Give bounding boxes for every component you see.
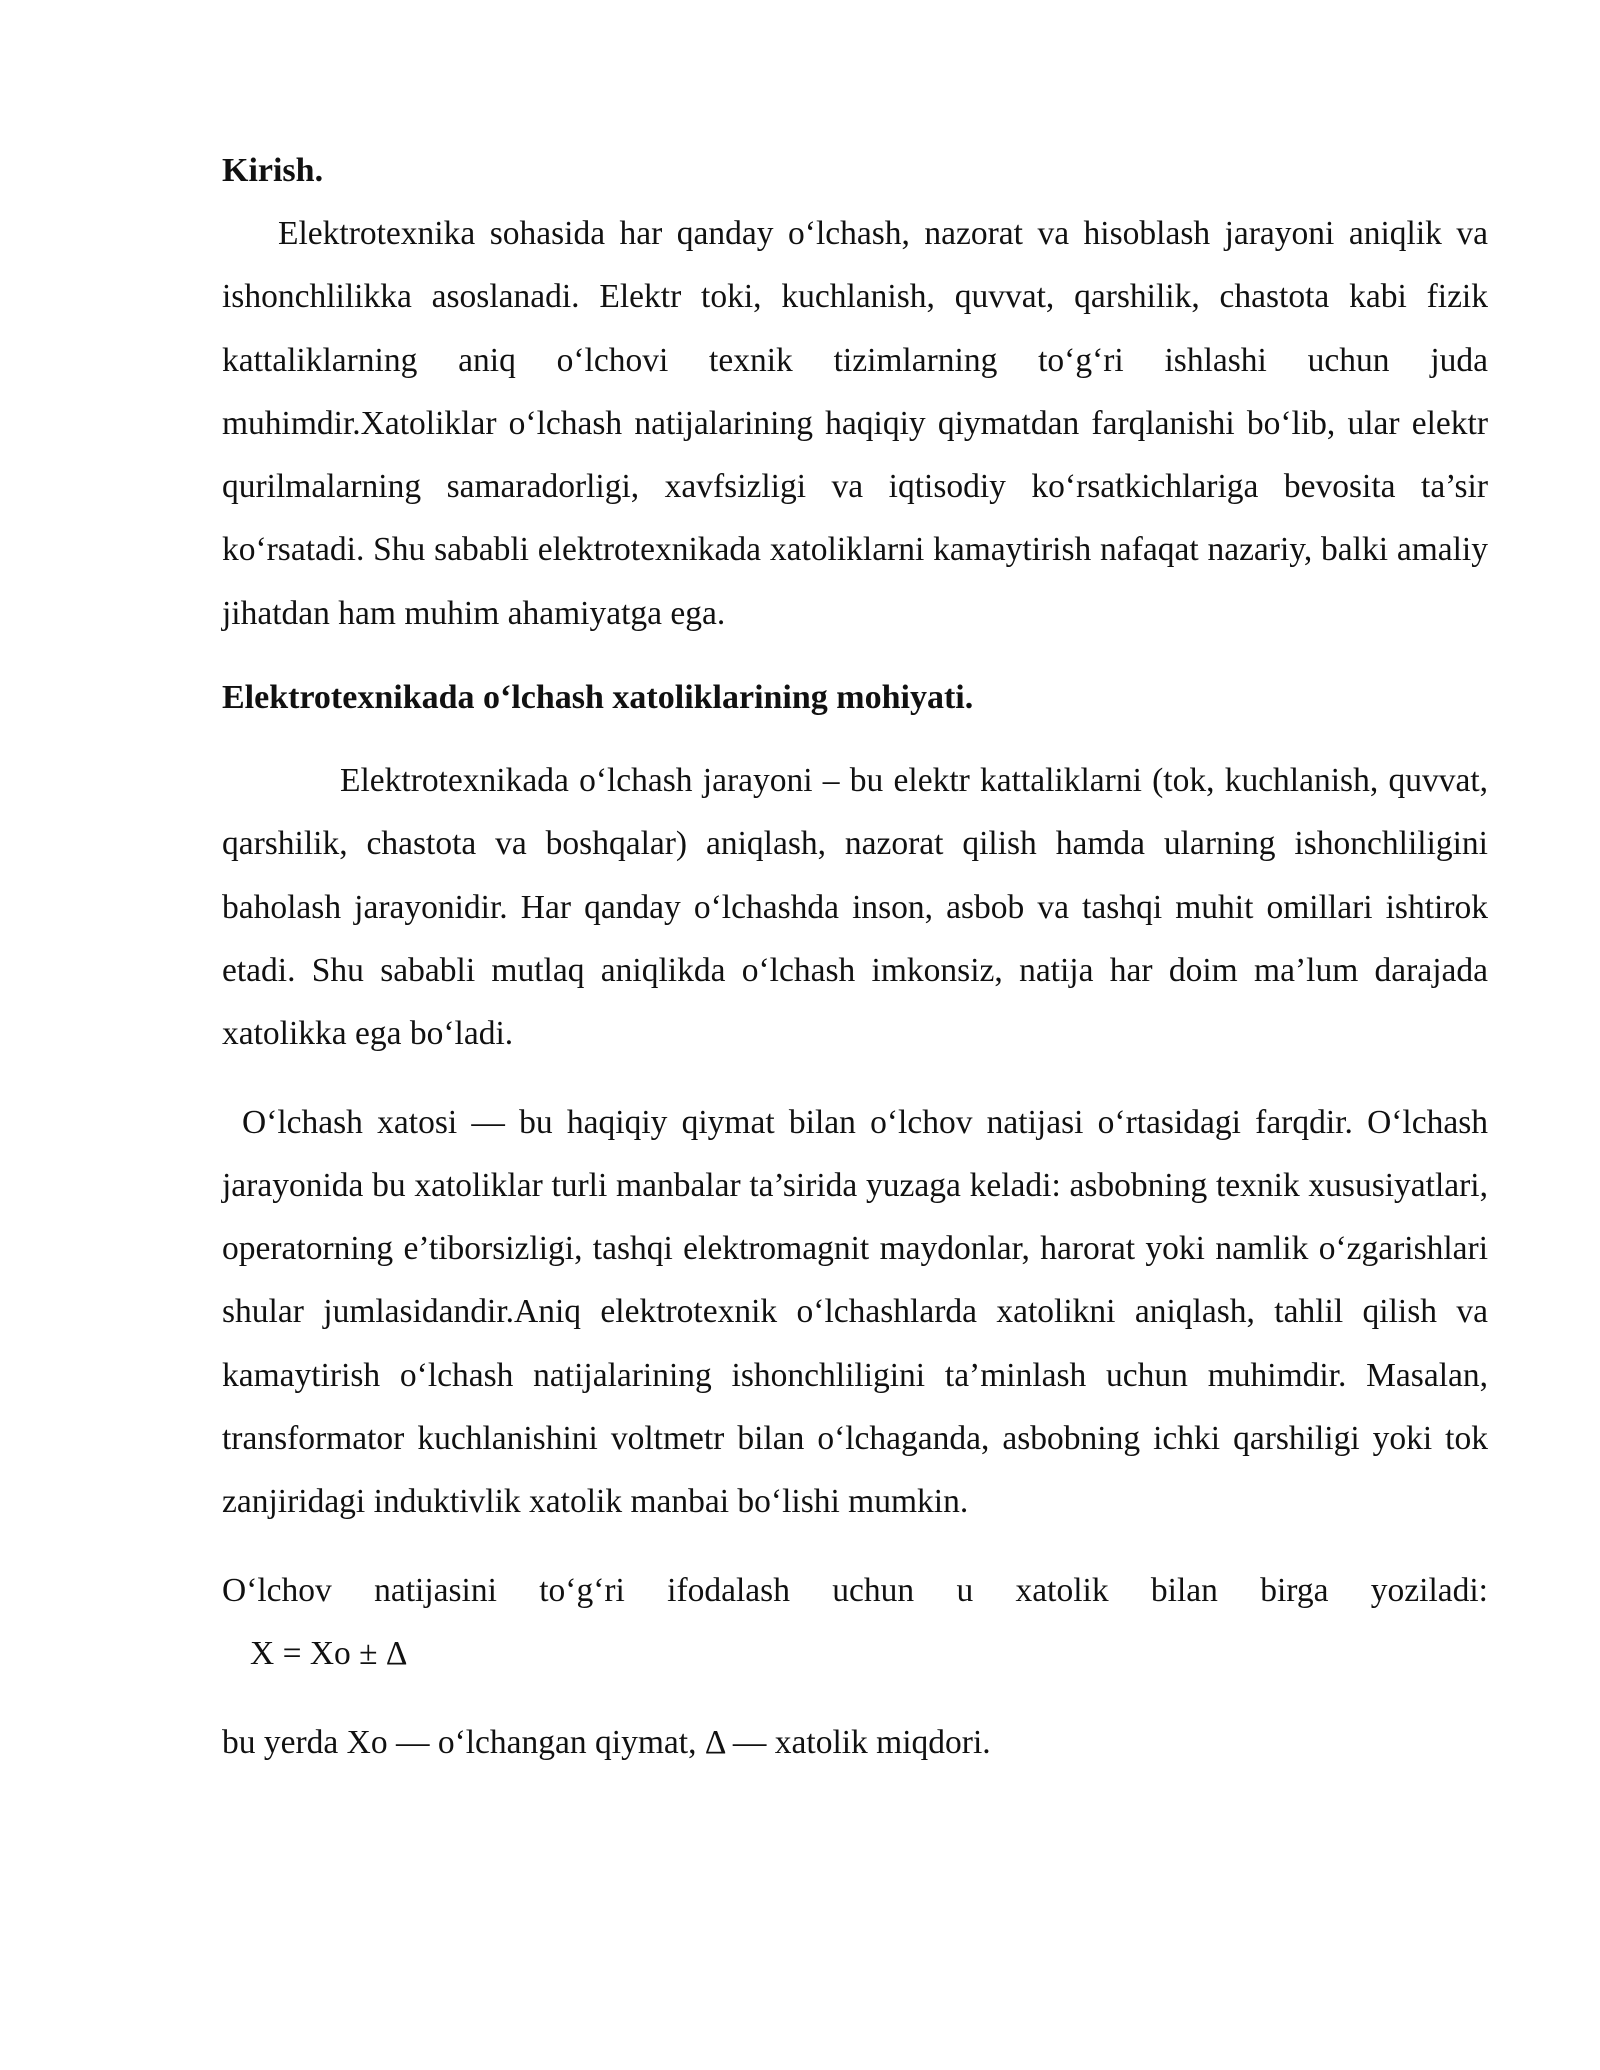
spacer — [222, 1685, 1488, 1711]
section-heading: Elektrotexnikada o‘lchash xatoliklarining mohiyati. — [222, 679, 974, 717]
intro-heading: Kirish. — [222, 152, 324, 189]
spacer — [222, 1534, 1488, 1559]
formula-intro: O‘lchov natijasini to‘g‘ri ifodalash uchun u xatolik bilan birga yoziladi: — [222, 1571, 1488, 1609]
intro-paragraph: Elektrotexnika sohasida har qanday o‘lchash, nazorat va hisoblash jarayoni aniqlik va ishonchlilikka asoslanadi. Elektr toki, kuchlanish, quvvat, qarshilik, chastota kabi fizik kattaliklarning aniq o‘lchovi texnik tizimlarning to‘g‘ri ishlashi uchun juda muhimdir.Xatoliklar o‘lchash natijalarining haqiqiy qiymatdan farqlanishi bo‘lib, ular elektr qurilmalarning samaradorligi, xavfsizligi va iqtisodiy ko‘rsatkichlariga bevosita ta’sir ko‘rsatadi. Shu sababli elektrotexnikada xatoliklarni kamaytirish nafaqat nazariy, balki amaliy jihatdan ham muhim ahamiyatga ega. — [222, 215, 1488, 632]
spacer — [222, 729, 1488, 749]
spacer — [222, 1066, 1488, 1091]
body-paragraph-1: Elektrotexnikada o‘lchash jarayoni – bu elektr kattaliklarni (tok, kuchlanish, quvvat, qarshilik, chastota va boshqalar) aniqlash, nazorat qilish hamda ularning ishonchliligini baholash jarayonidir. Har qanday o‘lchashda inson, asbob va tashqi muhit omillari ishtirok etadi. Shu sababli mutlaq aniqlikda o‘lchash imkonsiz, natija har doim ma’lum darajada xatolikka ega bo‘ladi. — [222, 762, 1488, 1053]
formula-explanation: bu yerda Xo — o‘lchangan qiymat, Δ — xatolik miqdori. — [222, 1724, 991, 1762]
formula: X = Xo ± Δ — [250, 1634, 408, 1672]
body-paragraph-2: O‘lchash xatosi — bu haqiqiy qiymat bilan o‘lchov natijasi o‘rtasidagi farqdir. O‘lchash jarayonida bu xatoliklar turli manbalar ta’sirida yuzaga keladi: asbobning texnik xususiyatlari, operatorning e’tiborsizligi, tashqi elektromagnit maydonlar, harorat yoki namlik o‘zgarishlari shular jumlasidandir.Aniq elektrotexnik o‘lchashlarda xatolikni aniqlash, tahlil qilish va kamaytirish o‘lchash natijalarining ishonchliligini ta’minlash uchun muhimdir. Masalan, transformator kuchlanishini voltmetr bilan o‘lchaganda, asbobning ichki qarshiligi yoki tok zanjiridagi induktivlik xatolik manbai bo‘lishi mumkin. — [222, 1103, 1488, 1521]
spacer — [222, 645, 1488, 667]
document-page — [222, 140, 1488, 1775]
